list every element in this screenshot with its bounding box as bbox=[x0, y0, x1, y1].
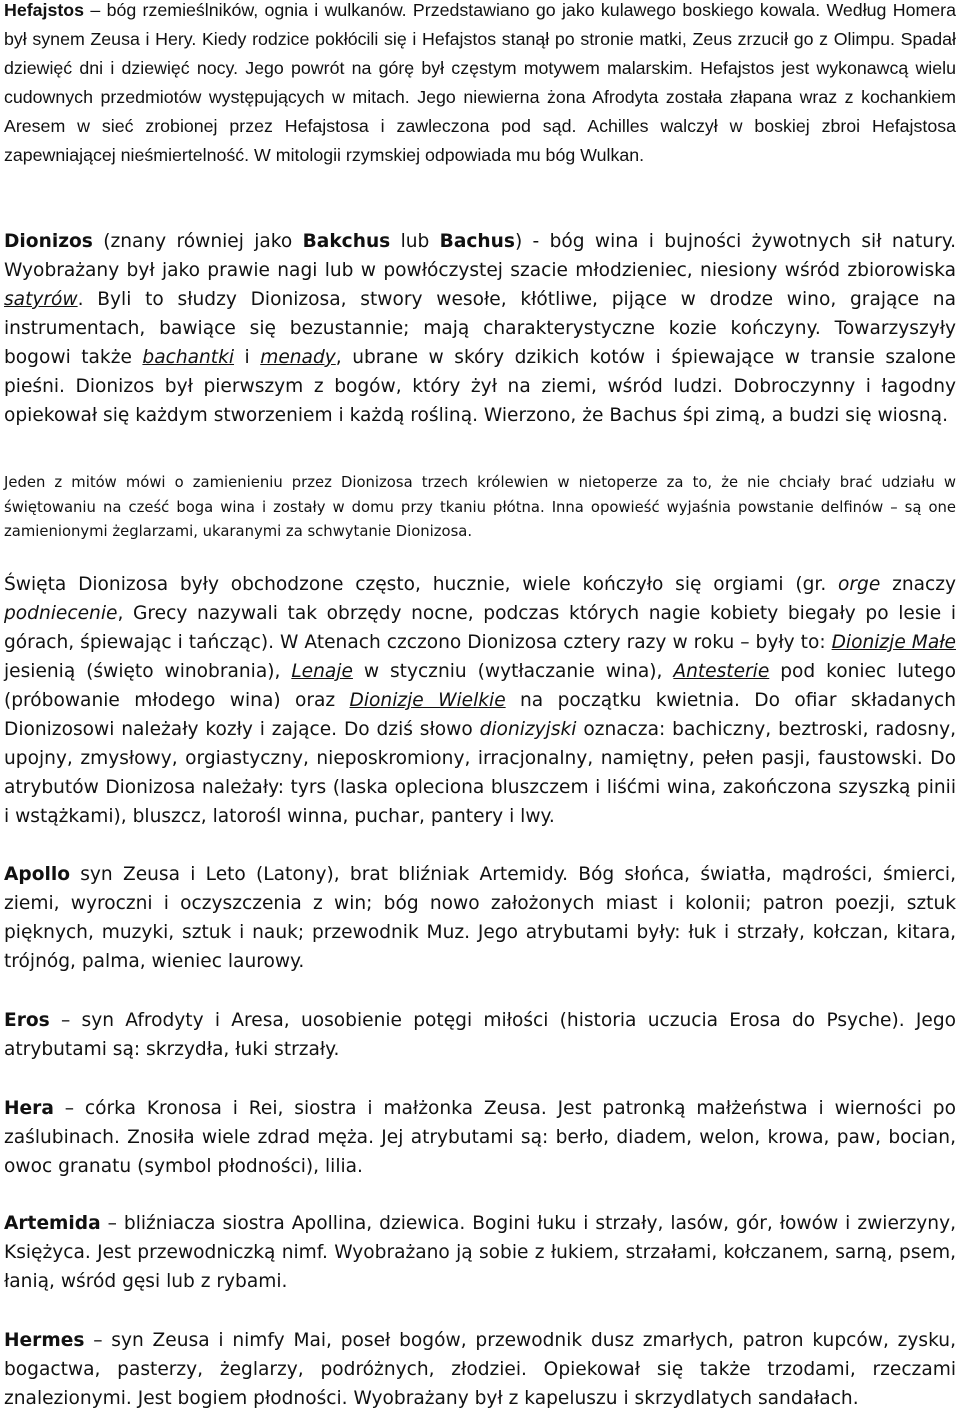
link-dionizje-male[interactable]: Dionizje Małe bbox=[831, 632, 956, 653]
paragraph-dionizos bbox=[4, 227, 956, 430]
term-hera: Hera bbox=[4, 1098, 54, 1119]
link-menady[interactable]: menady bbox=[260, 347, 336, 368]
term-bachus: Bachus bbox=[439, 231, 515, 252]
dionizos-text-5: i bbox=[234, 347, 261, 368]
swieta-text-8: oznacza: bachiczny, beztroski, radosny, upojny, zmysłowy, orgiastyczny, nieposkromiony, irracjonalny, namiętny, pełen pasji, faustowski. Do atrybutów Dionizosa należały: tyrs (laska opleciona bluszczem i liśćmi wina, zakończona szyszką pinii i wstążkami), bluszcz, latorośl winna, puchar, pantery i lwy. bbox=[4, 719, 956, 827]
swieta-text-3: , Grecy nazywali tak obrzędy nocne, podczas których nagie kobiety biegały po lesie i górach, śpiewając i tańcząc). W Atenach czczono Dionizosa cztery razy w roku – były to: bbox=[4, 603, 956, 653]
paragraph-myth-note: Jeden z mitów mówi o zamienieniu przez Dionizosa trzech królewien w nietoperze za to, że nie chciały brać udziału w świętowaniu na cześć boga wina i zostały w domu przy tkaniu płótna. Inna opowieść wyjaśnia powstanie delfinów – są one zamienionymi żeglarzami, ukaranymi za schwytanie Dionizosa. bbox=[4, 474, 956, 540]
term-artemida: Artemida bbox=[4, 1213, 101, 1234]
term-dionizos: Dionizos bbox=[4, 231, 93, 252]
link-antesterie[interactable]: Antesterie bbox=[673, 661, 770, 682]
swieta-text-4: jesienią (święto winobrania), bbox=[4, 661, 292, 682]
link-satyrow[interactable]: satyrów bbox=[4, 289, 78, 310]
term-dionizyjski: dionizyjski bbox=[479, 719, 577, 740]
term-orge: orge bbox=[838, 574, 881, 595]
paragraph-artemida bbox=[4, 1209, 956, 1296]
dionizos-text-4: . Byli to słudzy Dionizosa, stwory wesołe, kłótliwe, pijące w drodze wino, grające na instrumentach, bawiące się bezustannie; mają charakterystyczne kozie kończyny. Towarzyszyły bogowi także bbox=[4, 289, 956, 368]
paragraph-apollo bbox=[4, 860, 956, 976]
paragraph-swieta bbox=[4, 570, 956, 831]
swieta-text-6: pod koniec lutego (próbowanie młodego wina) oraz bbox=[4, 661, 956, 711]
term-bakchus: Bakchus bbox=[302, 231, 391, 252]
swieta-text-5: w styczniu (wytłaczanie wina), bbox=[352, 661, 674, 682]
artemida-text: – bliźniacza siostra Apollina, dziewica. Bogini łuku i strzały, lasów, gór, łowów i zwierzyny, Księżyca. Jest przewodniczką nimf. Wyobrażano ją sobie z łukiem, strzałami, kołczanem, sarną, psem, łanią, wśród gęsi lub z rybami. bbox=[4, 1213, 956, 1292]
paragraph-hera bbox=[4, 1094, 956, 1181]
term-apollo: Apollo bbox=[4, 864, 70, 885]
link-bachantki[interactable]: bachantki bbox=[142, 347, 235, 368]
eros-text: – syn Afrodyty i Aresa, uosobienie potęgi miłości (historia uczucia Erosa do Psyche). Jego atrybutami są: skrzydła, łuki strzały. bbox=[4, 1010, 956, 1060]
term-hefajstos: Hefajstos bbox=[4, 0, 85, 20]
paragraph-hermes bbox=[4, 1326, 956, 1413]
term-podniecenie: podniecenie bbox=[4, 603, 118, 624]
apollo-text: syn Zeusa i Leto (Latony), brat bliźniak Artemidy. Bóg słońca, światła, mądrości, śmierci, ziemi, wyroczni i oczyszczenia z win; bóg nowo założonych miast i kolonii; patron poezji, sztuk pięknych, muzyki, sztuk i nauk; przewodnik Muz. Jego atrybutami były: łuk i strzały, kołczan, kitara, trójnóg, palma, wieniec laurowy. bbox=[4, 864, 956, 972]
paragraph-eros bbox=[4, 1006, 956, 1064]
swieta-text-7: na początku kwietnia. Do ofiar składanych Dionizosowi należały kozły i zające. Do dziś słowo bbox=[4, 690, 957, 740]
dionizos-text-2: lub bbox=[390, 231, 440, 252]
swieta-text-1: Święta Dionizosa były obchodzone często, hucznie, wiele kończyło się orgiami (gr. bbox=[4, 574, 839, 595]
dionizos-text-6: , ubrane w skóry dzikich kotów i śpiewające w transie szalone pieśni. Dionizos był pierwszym z bogów, który żył na ziemi, wśród ludzi. Dobroczynny i łagodny opiekował się każdym stworzeniem i każdą rośliną. Wierzono, że Bachus śpi zimą, a budzi się wiosną. bbox=[4, 347, 956, 426]
dionizos-text-1: (znany równiej jako bbox=[92, 231, 303, 252]
paragraph-hefajstos bbox=[4, 0, 956, 170]
swieta-text-2: znaczy bbox=[880, 574, 956, 595]
term-eros: Eros bbox=[4, 1010, 50, 1031]
hermes-text: – syn Zeusa i nimfy Mai, poseł bogów, przewodnik dusz zmarłych, patron kupców, zysku, bogactwa, pasterzy, żeglarzy, podróżnych, złodziei. Opiekował się także trzodami, rzeczami znalezionymi. Jest bogiem płodności. Wyobrażany był z kapeluszu i skrzydlatych sandałach. bbox=[4, 1330, 956, 1409]
link-dionizje-wielkie[interactable]: Dionizje Wielkie bbox=[349, 690, 506, 711]
term-hermes: Hermes bbox=[4, 1330, 85, 1351]
link-lenaje[interactable]: Lenaje bbox=[291, 661, 353, 682]
hera-text: – córka Kronosa i Rei, siostra i małżonka Zeusa. Jest patronką małżeństwa i wierności po zaślubinach. Znosiła wiele zdrad męża. Jej atrybutami są: berło, diadem, welon, krowa, paw, bocian, owoc granatu (symbol płodności), lilia. bbox=[4, 1098, 956, 1177]
hefajstos-text: – bóg rzemieślników, ognia i wulkanów. Przedstawiano go jako kulawego boskiego kowala. Według Homera był synem Zeusa i Hery. Kiedy rodzice pokłócili się i Hefajstos stanął po stronie matki, Zeus zrzucił go z Olimpu. Spadał dziewięć dni i dziewięć nocy. Jego powrót na górę był częstym motywem malarskim. Hefajstos jest wykonawcą wielu cudownych przedmiotów występujących w mitach. Jego niewierna żona Afrodyta została złapana wraz z kochankiem Aresem w sieć zrobionej przez Hefajstosa i zawleczona pod sąd. Achilles walczył w boskiej zbroi Hefajstosa zapewniającej nieśmiertelność. W mitologii rzymskiej odpowiada mu bóg Wulkan. bbox=[4, 0, 956, 165]
dionizos-text-3: ) - bóg wina i bujności żywotnych sił natury. Wyobrażany był jako prawie nagi lub w powłóczystej szacie młodzieniec, niesiony wśród zbiorowiska bbox=[4, 231, 957, 281]
